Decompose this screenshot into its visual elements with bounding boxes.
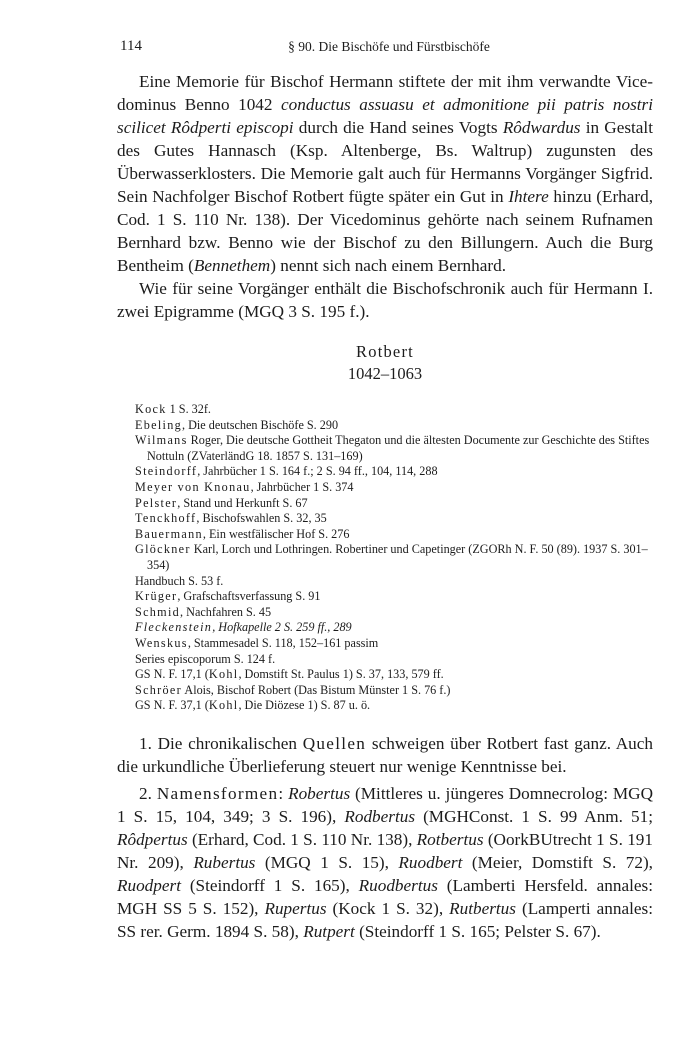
spaced-name: Fleckenstein xyxy=(135,620,213,635)
text-run: (OorkBUtrecht 1 S. 191 Nr. 209), xyxy=(117,830,653,872)
bibliography-entry xyxy=(135,605,655,621)
italic-text: Rotbertus xyxy=(416,830,484,849)
bibliography-entry xyxy=(135,433,655,464)
spaced-name: Bauermann xyxy=(135,526,203,541)
bibliography-entry xyxy=(135,667,655,683)
section-paragraph-2 xyxy=(117,782,653,943)
text-run: , Domstift St. Paulus 1) S. 37, 133, 579 ff. xyxy=(238,667,444,682)
section-text xyxy=(117,732,653,943)
bibliography-entry xyxy=(135,589,655,605)
page-header xyxy=(120,38,658,58)
italic-text: Ihtere xyxy=(508,187,549,206)
italic-text: conductus assuasu et admonitione pii patris nostri scilicet Rôdperti episcopi xyxy=(117,95,653,137)
spaced-name: Pelster xyxy=(135,495,178,510)
text-run: , Nachfahren S. 45 xyxy=(180,604,272,619)
text-run: , Jahrbücher 1 S. 374 xyxy=(250,479,354,494)
italic-text: Robertus xyxy=(288,784,351,803)
intro-text xyxy=(117,70,653,323)
spaced-name: Quellen xyxy=(302,734,367,753)
bibliography-entry xyxy=(135,418,655,434)
text-run: , Stand und Herkunft S. 67 xyxy=(177,495,308,510)
bibliography-entry xyxy=(135,574,655,590)
spaced-name: Schmid xyxy=(135,604,181,619)
text-run: Handbuch S. 53 f. xyxy=(135,573,224,588)
spaced-name: Glöckner xyxy=(135,542,191,557)
text-run: (Steindorff 1 S. 165), xyxy=(180,876,359,895)
bibliography-entry xyxy=(135,683,655,699)
bibliography-list xyxy=(135,402,655,714)
bibliography-entry xyxy=(135,698,655,714)
italic-text: Rodbertus xyxy=(344,807,416,826)
text-run: Wie für seine Vorgänger enthält die Bischofschronik auch für Hermann I. zwei Epigramme (MGQ 3 S. 195 f.). xyxy=(117,279,653,321)
text-run: ) nennt sich nach einem Bernhard. xyxy=(270,256,506,275)
text-run: (Steindorff 1 S. 165; Pelster S. 67). xyxy=(354,922,601,941)
italic-text: Rutpert xyxy=(303,922,355,941)
text-run: (MGQ 1 S. 15), xyxy=(255,853,399,872)
text-run: GS N. F. 37,1 ( xyxy=(135,698,209,713)
text-run: , Die deutschen Bischöfe S. 290 xyxy=(182,417,339,432)
text-run: , Ein westfälischer Hof S. 276 xyxy=(202,526,350,541)
bibliography-entry xyxy=(135,496,655,512)
bibliography-entry xyxy=(135,480,655,496)
bibliography-entry xyxy=(135,402,655,418)
page-number: 114 xyxy=(120,38,142,54)
italic-text: Ruodbert xyxy=(398,853,463,872)
text-run: (Lamberti Hersfeld. annales: MGH SS 5 S. 152), xyxy=(117,876,653,918)
text-run: Alois, Bischof Robert (Das Bistum Münster 1 S. 76 f.) xyxy=(182,682,451,697)
bibliography-entry xyxy=(135,620,655,636)
spaced-name: Krüger xyxy=(135,589,178,604)
text-run: Karl, Lorch und Lothringen. Robertiner und Capetinger (ZGORh N. F. 50 (89). 1937 S. 301–354) xyxy=(147,542,648,572)
spaced-name: Schröer xyxy=(135,682,183,697)
text-run: Eine Memorie für Bischof Hermann stiftete der mit ihm verwandte Vicedominus Benno 1042 xyxy=(117,72,653,114)
text-run: , Stammesadel S. 118, 152–161 passim xyxy=(187,635,379,650)
text-run: (Lamperti annales: SS rer. Germ. 1894 S. 58), xyxy=(117,899,653,941)
italic-text: Rubertus xyxy=(193,853,256,872)
text-run: 1. Die chronikalischen xyxy=(139,734,303,753)
text-run: schweigen über Rotbert fast ganz. Auch die urkundliche Überlieferung steuert nur wenige Kenntnisse bei. xyxy=(117,734,653,776)
italic-text: Rutbertus xyxy=(449,899,516,918)
spaced-name: Kock xyxy=(135,402,167,416)
bibliography-entry xyxy=(135,464,655,480)
text-run: durch die Hand seines Vogts xyxy=(293,118,503,137)
spaced-name: Namensformen xyxy=(156,784,279,803)
spaced-name: Ebeling xyxy=(135,417,183,432)
italic-text: , Hofkapelle 2 S. 259 ff., 289 xyxy=(212,620,352,635)
text-run: : xyxy=(278,784,289,803)
section-paragraph-1 xyxy=(117,732,653,778)
spaced-name: Kohl xyxy=(208,667,239,682)
text-run: Series episcoporum S. 124 f. xyxy=(135,651,276,666)
italic-text: Rupertus xyxy=(264,899,327,918)
text-run: 1 S. 32f. xyxy=(166,402,211,416)
bibliography-entry xyxy=(135,652,655,668)
text-run: (Meier, Domstift S. 72), xyxy=(462,853,653,872)
text-run: GS N. F. 17,1 ( xyxy=(135,667,209,682)
spaced-name: Tenckhoff xyxy=(135,511,197,526)
intro-paragraph-2 xyxy=(117,277,653,323)
text-run: , Grafschaftsverfassung S. 91 xyxy=(177,589,321,604)
bibliography-entry xyxy=(135,511,655,527)
spaced-name: Kohl xyxy=(208,698,239,713)
italic-text: Ruodpert xyxy=(117,876,181,895)
text-run: hinzu (Erhard, Cod. 1 S. 110 Nr. 138). Der Vicedominus gehörte nach seinem Rufnamen Bernhard bzw. Benno wie der Bischof zu den Billungern. Auch die Burg Bentheim ( xyxy=(117,187,654,275)
bibliography-entry xyxy=(135,527,655,543)
bibliography-entry xyxy=(135,542,655,573)
text-run: in Gestalt des Gutes Hannasch (Ksp. Altenberge, Bs. Waltrup) zugunsten des Überwasserklosters. Die Memorie galt auch für Hermanns Vorgänger Sigfrid. Sein Nachfolger Bischof Rotbert fügte später ein Gut in xyxy=(117,118,653,206)
text-run: , Bischofswahlen S. 32, 35 xyxy=(196,511,327,526)
text-run: (Erhard, Cod. 1 S. 110 Nr. 138), xyxy=(187,830,417,849)
text-run: , Jahrbücher 1 S. 164 f.; 2 S. 94 ff., 104, 114, 288 xyxy=(197,464,438,479)
text-run: Roger, Die deutsche Gottheit Thegaton und die ältesten Documente zur Geschichte des Stiftes Nottuln (ZVaterländG 18. 1857 S. 131–169) xyxy=(147,433,650,463)
spaced-name: Meyer von Knonau xyxy=(135,479,251,494)
text-run: (Mittleres u. jüngeres Domnecrolog: MGQ 1 S. 15, 104, 349; 3 S. 196), xyxy=(117,784,653,826)
italic-text: Rôdpertus xyxy=(117,830,188,849)
text-run: (Kock 1 S. 32), xyxy=(326,899,450,918)
italic-text: Rôdwardus xyxy=(502,118,581,137)
running-title: § 90. Die Bischöfe und Fürstbischöfe xyxy=(288,39,490,54)
section-heading-years: 1042–1063 xyxy=(347,364,423,383)
text-run: 2. xyxy=(139,784,157,803)
section-heading-name: Rotbert xyxy=(356,342,414,361)
intro-paragraph-1 xyxy=(117,70,653,277)
spaced-name: Wilmans xyxy=(135,433,188,448)
italic-text: Ruodbertus xyxy=(358,876,438,895)
text-run: (MGHConst. 1 S. 99 Anm. 51; xyxy=(415,807,653,826)
italic-text: Bennethem xyxy=(193,256,271,275)
spaced-name: Wenskus xyxy=(135,635,188,650)
spaced-name: Steindorff xyxy=(135,464,198,479)
text-run: , Die Diözese 1) S. 87 u. ö. xyxy=(238,698,371,713)
bibliography-entry xyxy=(135,636,655,652)
